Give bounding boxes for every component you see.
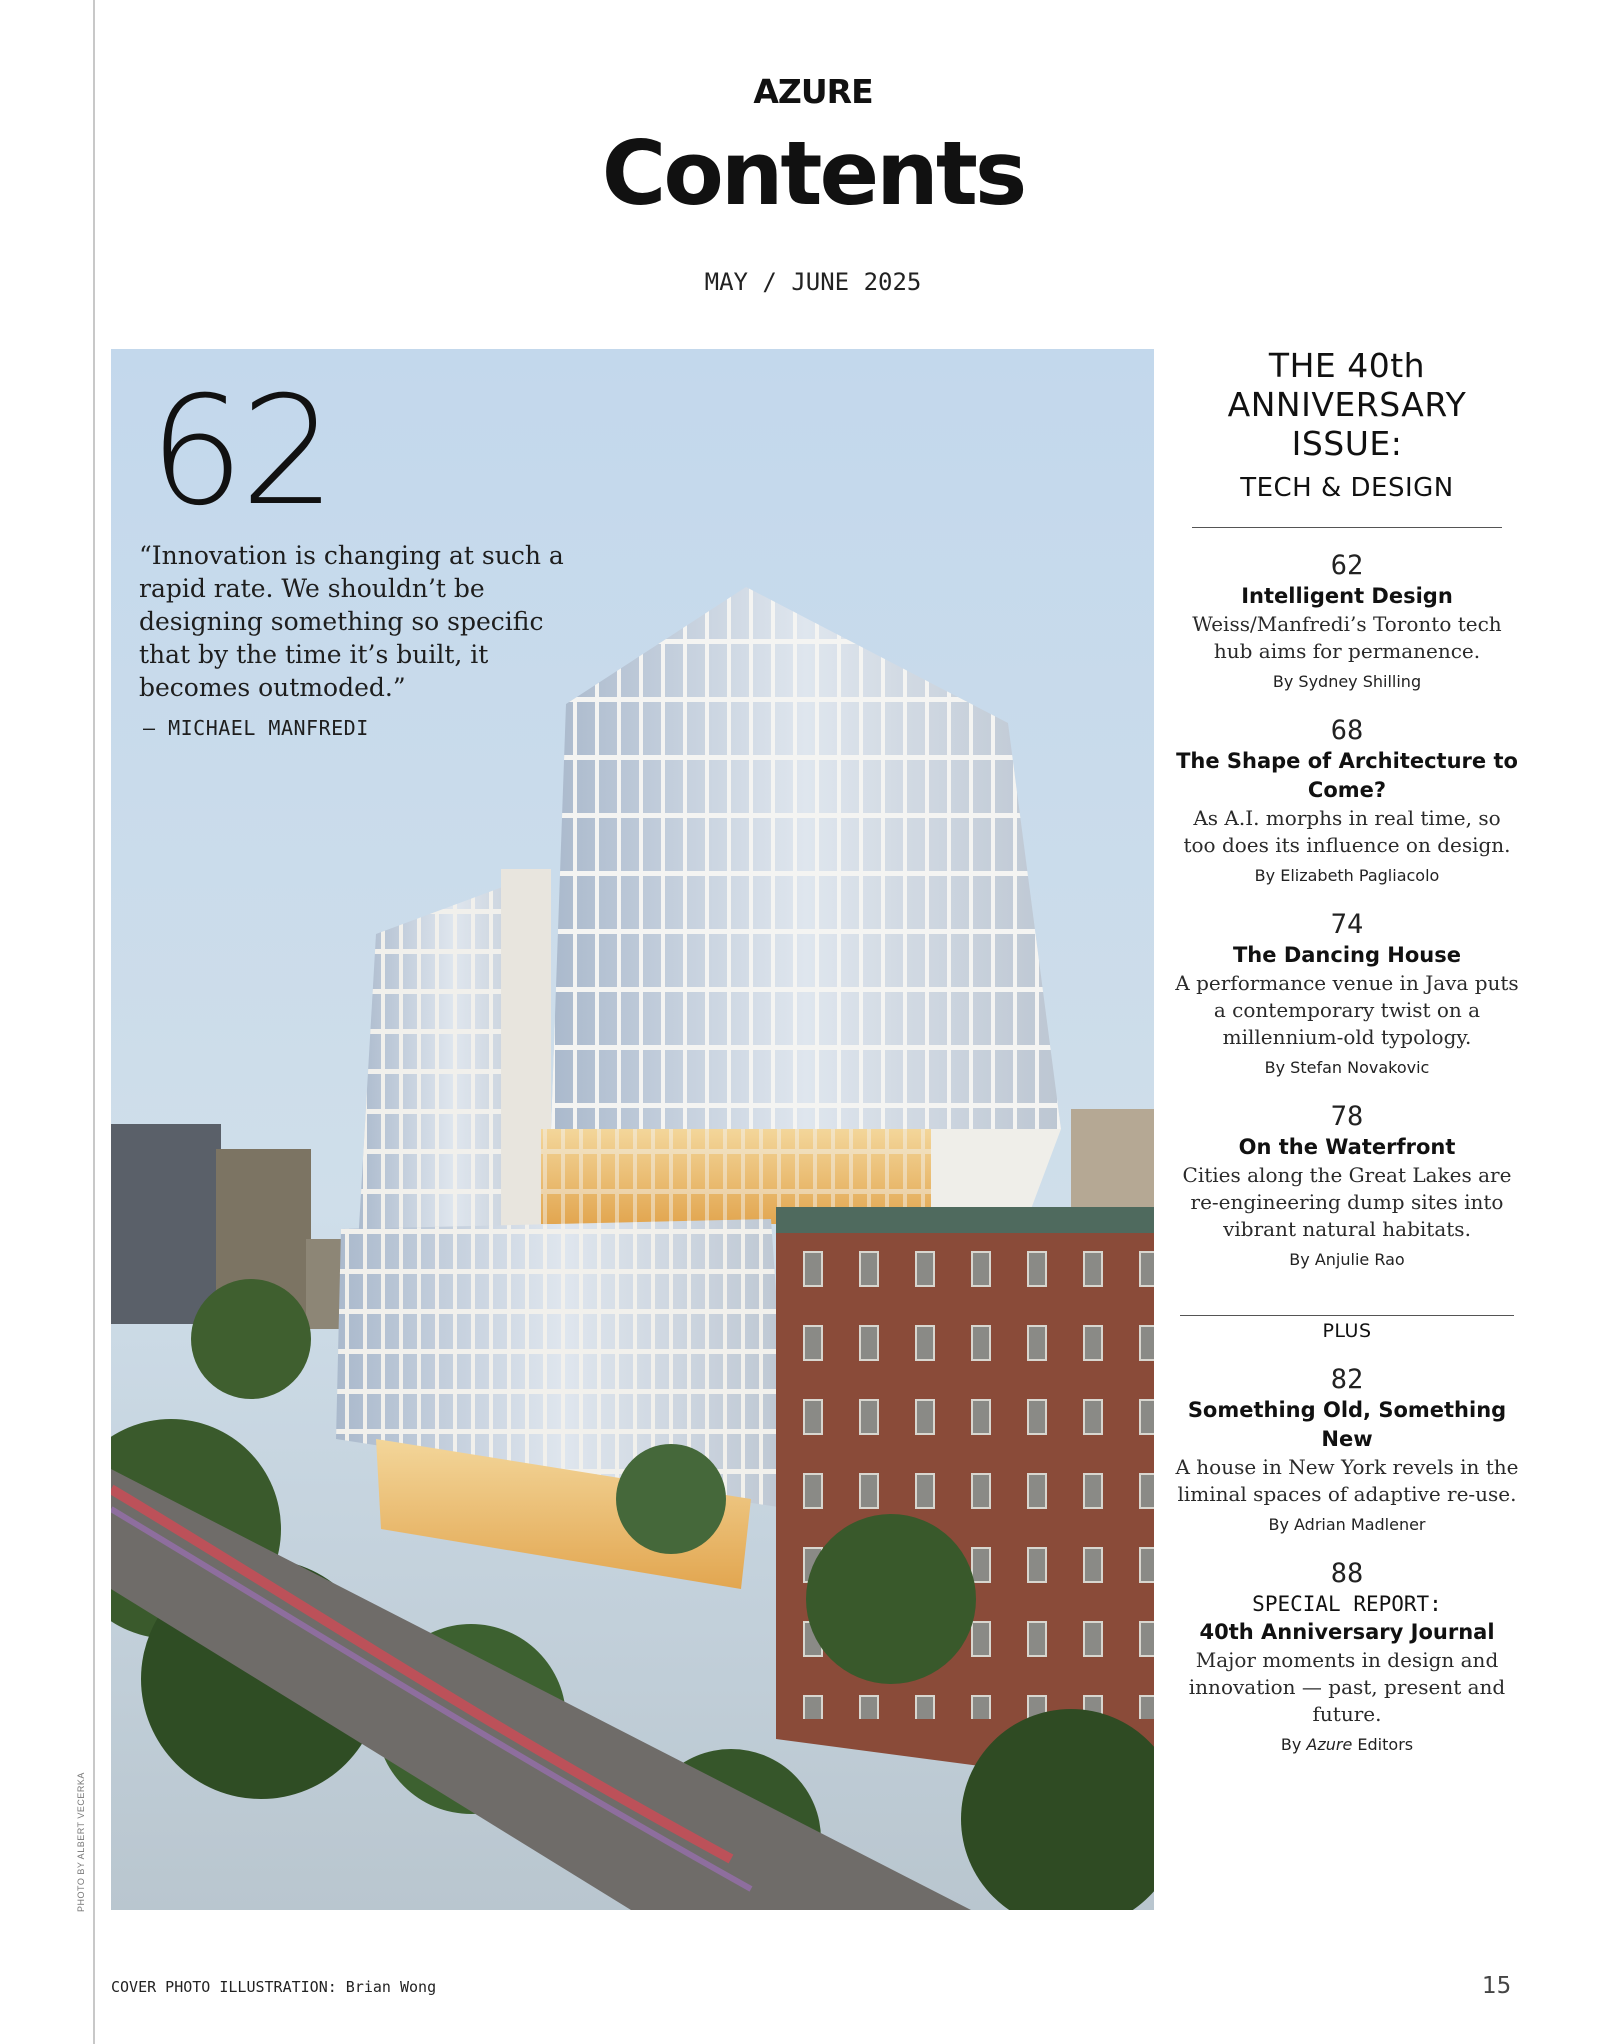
feature-page-number: 62 bbox=[149, 365, 332, 539]
entry-title: On the Waterfront bbox=[1238, 1135, 1456, 1159]
photo-credit: PHOTO BY ALBERT VECERKA bbox=[76, 1772, 86, 1912]
byline-prefix: By bbox=[1280, 1735, 1307, 1754]
entry-deck: A performance venue in Java puts a contemporary twist on a millennium-old typology. bbox=[1175, 971, 1519, 1049]
entry-deck: Major moments in design and innovation — past, present and future. bbox=[1188, 1648, 1506, 1726]
entry-deck: Cities along the Great Lakes are re-engineering dump sites into vibrant natural habitats. bbox=[1182, 1163, 1512, 1241]
entry-page-number: 74 bbox=[1330, 909, 1364, 940]
entry-byline bbox=[1175, 1734, 1519, 1756]
entry-title: The Dancing House bbox=[1232, 943, 1462, 967]
entry-title: The Shape of Architecture to Come? bbox=[1176, 749, 1518, 802]
page-number: 15 bbox=[1482, 1973, 1512, 1999]
toc-entry[interactable] bbox=[1175, 1558, 1519, 1756]
toc-entry[interactable] bbox=[1175, 715, 1519, 887]
pull-quote: “Innovation is changing at such a rapid rate. We shouldn’t be designing something so specific that by the time it’s built, it becomes outmoded.” bbox=[139, 541, 564, 702]
entry-page-number: 68 bbox=[1330, 715, 1364, 746]
entry-page-number: 88 bbox=[1330, 1558, 1364, 1589]
toc-entry[interactable] bbox=[1175, 1364, 1519, 1536]
entry-title: Intelligent Design bbox=[1241, 584, 1453, 608]
entry-byline: By Sydney Shilling bbox=[1272, 672, 1422, 691]
entry-byline: By Anjulie Rao bbox=[1289, 1250, 1405, 1269]
entry-title: 40th Anniversary Journal bbox=[1199, 1620, 1495, 1644]
entry-page-number: 78 bbox=[1330, 1101, 1364, 1132]
entry-title: Something Old, Something New bbox=[1187, 1398, 1507, 1451]
plus-label: PLUS bbox=[1322, 1320, 1372, 1342]
byline-suffix: Editors bbox=[1352, 1735, 1414, 1754]
entry-kicker: SPECIAL REPORT: bbox=[1252, 1592, 1442, 1616]
entry-deck: Weiss/Manfredi’s Toronto tech hub aims for permanence. bbox=[1192, 612, 1502, 663]
masthead-logo: AZURE bbox=[753, 72, 873, 111]
toc-entry[interactable] bbox=[1175, 909, 1519, 1079]
section-subheading: TECH & DESIGN bbox=[1240, 473, 1454, 503]
entry-deck: A house in New York revels in the liminal spaces of adaptive re-use. bbox=[1175, 1455, 1519, 1506]
toc-entry[interactable] bbox=[1175, 1101, 1519, 1271]
entry-byline: By Stefan Novakovic bbox=[1264, 1058, 1430, 1077]
byline-magazine: Azure bbox=[1306, 1735, 1353, 1754]
section-heading: THE 40th ANNIVERSARY ISSUE: bbox=[1227, 346, 1467, 463]
entry-deck: As A.I. morphs in real time, so too does its influence on design. bbox=[1183, 806, 1511, 857]
entry-byline: By Elizabeth Pagliacolo bbox=[1254, 866, 1440, 885]
divider bbox=[1180, 1315, 1514, 1316]
entry-page-number: 62 bbox=[1330, 550, 1364, 581]
cover-credit: COVER PHOTO ILLUSTRATION: Brian Wong bbox=[111, 1978, 437, 1996]
divider bbox=[1192, 527, 1502, 528]
entry-page-number: 82 bbox=[1330, 1364, 1364, 1395]
toc-entry[interactable] bbox=[1175, 550, 1519, 693]
table-of-contents bbox=[1175, 346, 1519, 1756]
issue-date: MAY / JUNE 2025 bbox=[704, 268, 922, 296]
quote-author: — MICHAEL MANFREDI bbox=[143, 716, 369, 740]
page-edge bbox=[93, 0, 95, 2044]
page-title: Contents bbox=[601, 122, 1025, 225]
entry-byline: By Adrian Madlener bbox=[1268, 1515, 1426, 1534]
feature-photo bbox=[111, 349, 1154, 1910]
